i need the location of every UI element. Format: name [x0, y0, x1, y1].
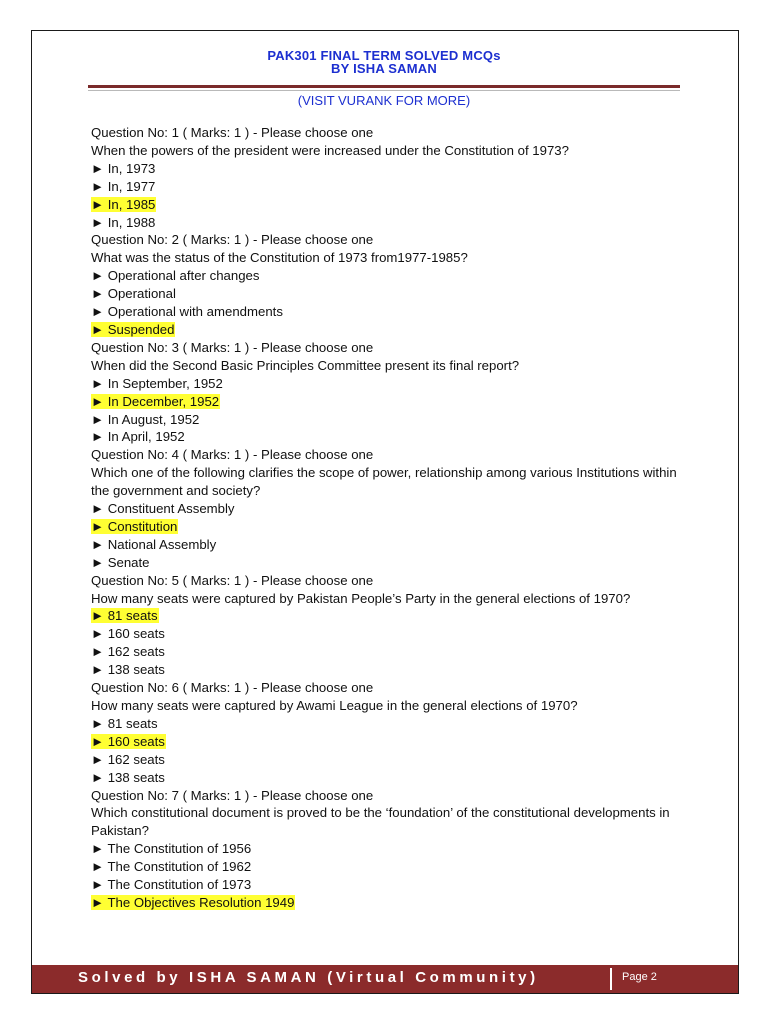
answer-option: ► 138 seats	[91, 769, 165, 785]
question-text: Which constitutional document is proved to be the ‘foundation’ of the constitutional developments in Pakistan?	[91, 805, 670, 839]
answer-option-correct: ► In December, 1952	[91, 393, 220, 409]
question-text: How many seats were captured by Pakistan People’s Party in the general elections of 1970?	[91, 590, 631, 606]
header-rule	[88, 85, 680, 88]
question-label: Question No: 7 ( Marks: 1 ) - Please choose one	[91, 787, 374, 803]
answer-option-correct: ► 81 seats	[91, 608, 158, 624]
answer-option: ► In August, 1952	[91, 411, 200, 427]
question-label: Question No: 5 ( Marks: 1 ) - Please choose one	[91, 572, 374, 588]
answer-option-correct: ► The Objectives Resolution 1949	[91, 894, 295, 910]
answer-option: ► Operational	[91, 286, 176, 302]
question-text: What was the status of the Constitution of 1973 from1977-1985?	[91, 250, 468, 266]
question-block	[91, 339, 681, 446]
footer-divider	[610, 968, 612, 990]
answer-option-correct: ► Constitution	[91, 518, 178, 534]
answer-option: ► Constituent Assembly	[91, 501, 235, 517]
answer-option: ► Operational after changes	[91, 268, 260, 284]
question-block	[91, 231, 681, 338]
question-block	[91, 124, 681, 231]
question-label: Question No: 6 ( Marks: 1 ) - Please choose one	[91, 680, 374, 696]
question-label: Question No: 4 ( Marks: 1 ) - Please choose one	[91, 447, 374, 463]
question-text: How many seats were captured by Awami League in the general elections of 1970?	[91, 698, 578, 713]
header-rule-thin	[88, 90, 680, 91]
answer-option: ► 160 seats	[91, 626, 165, 642]
visit-note: (VISIT VURANK FOR MORE)	[297, 93, 471, 108]
question-label: Question No: 3 ( Marks: 1 ) - Please choose one	[91, 339, 374, 355]
answer-option: ► In, 1977	[91, 178, 156, 194]
answer-option: ► The Constitution of 1956	[91, 841, 252, 857]
question-block	[91, 572, 681, 679]
question-label: Question No: 1 ( Marks: 1 ) - Please choose one	[91, 125, 374, 140]
answer-option: ► The Constitution of 1973	[91, 877, 252, 893]
question-block	[91, 679, 681, 786]
footer-credit: Solved by ISHA SAMAN (Virtual Community)	[78, 969, 539, 986]
page-number: Page 2	[622, 971, 657, 983]
question-block	[91, 446, 681, 571]
answer-option-correct: ► Suspended	[91, 321, 175, 337]
question-text: When did the Second Basic Principles Committee present its final report?	[91, 357, 520, 373]
answer-option: ► 162 seats	[91, 644, 165, 660]
answer-option: ► 81 seats	[91, 715, 158, 731]
answer-option: ► In, 1973	[91, 160, 156, 176]
answer-option: ► In September, 1952	[91, 375, 223, 391]
question-label: Question No: 2 ( Marks: 1 ) - Please choose one	[91, 232, 374, 248]
question-list	[91, 124, 681, 912]
document-title: PAK301 FINAL TERM SOLVED MCQs	[267, 48, 501, 63]
answer-option-correct: ► 160 seats	[91, 733, 165, 749]
answer-option: ► In, 1988	[91, 214, 156, 230]
answer-option: ► National Assembly	[91, 536, 217, 552]
document-author: BY ISHA SAMAN	[331, 61, 437, 76]
answer-option: ► In April, 1952	[91, 429, 185, 445]
answer-option: ► Senate	[91, 554, 150, 570]
question-text: When the powers of the president were increased under the Constitution of 1973?	[91, 142, 569, 158]
answer-option-correct: ► In, 1985	[91, 196, 156, 212]
footer-bar	[32, 965, 738, 993]
answer-option: ► 162 seats	[91, 751, 165, 767]
answer-option: ► Operational with amendments	[91, 304, 283, 320]
answer-option: ► 138 seats	[91, 662, 165, 678]
question-text: Which one of the following clarifies the scope of power, relationship among various Institutions within the government and society?	[91, 465, 677, 499]
question-block	[91, 787, 681, 912]
answer-option: ► The Constitution of 1962	[91, 859, 252, 875]
